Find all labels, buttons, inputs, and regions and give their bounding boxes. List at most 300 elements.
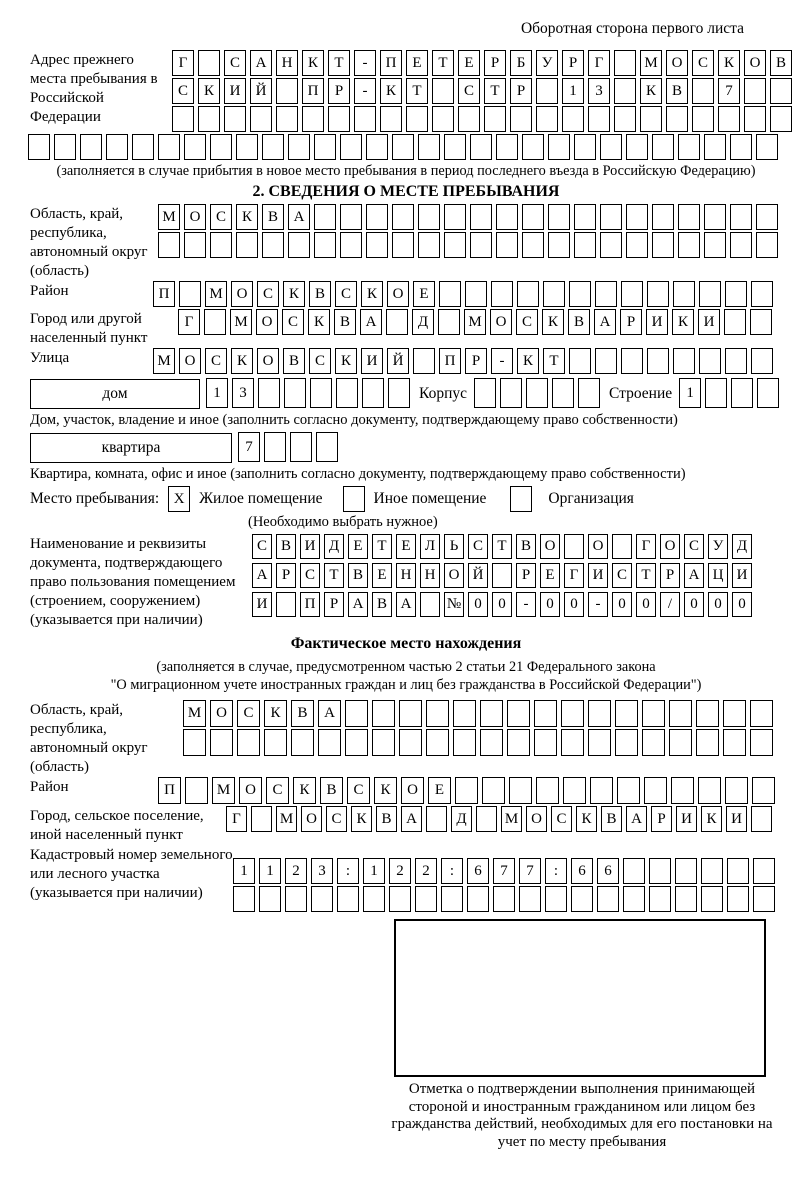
- checkbox-other-premises: [343, 486, 365, 512]
- char-box: [28, 134, 50, 160]
- char-box: [210, 232, 232, 258]
- stroenie-label: Строение: [609, 385, 673, 402]
- char-box: С: [692, 50, 714, 76]
- char-box: Й: [387, 348, 409, 374]
- char-box: А: [348, 592, 368, 617]
- char-box: [418, 134, 440, 160]
- char-box: И: [676, 806, 697, 832]
- stay-region-line-1: [158, 204, 778, 230]
- apartment-cells: [238, 432, 338, 462]
- char-box: [198, 50, 220, 76]
- char-box: Т: [543, 348, 565, 374]
- char-box: [725, 348, 747, 374]
- char-box: [725, 281, 747, 307]
- char-box: [106, 134, 128, 160]
- section-2-title: 2. СВЕДЕНИЯ О МЕСТЕ ПРЕБЫВАНИЯ: [252, 183, 560, 200]
- char-box: 0: [564, 592, 584, 617]
- char-box: Д: [412, 309, 434, 335]
- char-box: Е: [396, 534, 416, 559]
- char-box: [314, 232, 336, 258]
- char-box: Д: [451, 806, 472, 832]
- char-box: 1: [233, 858, 255, 884]
- char-box: [669, 729, 692, 756]
- char-box: А: [626, 806, 647, 832]
- char-box: [465, 281, 487, 307]
- char-box: [770, 106, 792, 132]
- char-box: [491, 281, 513, 307]
- char-box: [543, 281, 565, 307]
- char-box: [701, 858, 723, 884]
- char-box: П: [439, 348, 461, 374]
- char-box: [614, 50, 636, 76]
- char-box: [588, 700, 611, 727]
- char-box: [291, 729, 314, 756]
- char-box: 6: [597, 858, 619, 884]
- char-box: [251, 806, 272, 832]
- char-box: К: [198, 78, 220, 104]
- char-box: [183, 729, 206, 756]
- char-box: М: [183, 700, 206, 727]
- char-box: Ь: [444, 534, 464, 559]
- char-box: А: [396, 592, 416, 617]
- char-box: [699, 281, 721, 307]
- char-box: [652, 204, 674, 230]
- char-box: [574, 232, 596, 258]
- char-box: [751, 281, 773, 307]
- char-box: [288, 232, 310, 258]
- char-box: 1: [363, 858, 385, 884]
- char-box: М: [158, 204, 180, 230]
- char-box: [418, 204, 440, 230]
- stay-city-row: [30, 309, 782, 348]
- char-box: М: [205, 281, 227, 307]
- char-box: [392, 204, 414, 230]
- char-box: К: [231, 348, 253, 374]
- char-box: 0: [708, 592, 728, 617]
- char-box: Б: [510, 50, 532, 76]
- char-box: [264, 432, 286, 462]
- char-box: [675, 858, 697, 884]
- char-box: [669, 700, 692, 727]
- confirmation-mark-area: [382, 919, 782, 1151]
- char-box: Е: [413, 281, 435, 307]
- char-box: [179, 281, 201, 307]
- char-box: П: [380, 50, 402, 76]
- char-box: [692, 106, 714, 132]
- char-box: [562, 106, 584, 132]
- cadastre-line-2: [233, 886, 775, 912]
- document-line-1: [252, 534, 752, 559]
- char-box: [652, 134, 674, 160]
- char-box: [704, 232, 726, 258]
- char-box: [545, 886, 567, 912]
- char-box: [519, 886, 541, 912]
- char-box: К: [361, 281, 383, 307]
- char-box: /: [660, 592, 680, 617]
- char-box: [340, 232, 362, 258]
- char-box: [730, 204, 752, 230]
- char-box: [276, 106, 298, 132]
- char-box: [345, 700, 368, 727]
- cadastre-row: [30, 845, 782, 914]
- char-box: [328, 106, 350, 132]
- char-box: И: [726, 806, 747, 832]
- prev-address-block: [30, 50, 786, 134]
- char-box: [184, 134, 206, 160]
- char-box: [509, 777, 532, 804]
- char-box: [262, 232, 284, 258]
- char-box: 3: [311, 858, 333, 884]
- char-box: К: [576, 806, 597, 832]
- char-box: О: [239, 777, 262, 804]
- char-box: 0: [684, 592, 704, 617]
- prev-address-row-3: [172, 106, 782, 132]
- char-box: [236, 134, 258, 160]
- char-box: [614, 78, 636, 104]
- char-box: 7: [493, 858, 515, 884]
- char-box: [727, 858, 749, 884]
- char-box: [204, 309, 226, 335]
- prev-address-label: Адрес прежнего места пребывания в Российской Федерации: [30, 52, 158, 125]
- char-box: В: [666, 78, 688, 104]
- checkbox-residential: X: [168, 486, 190, 512]
- char-box: [132, 134, 154, 160]
- char-box: К: [293, 777, 316, 804]
- char-box: [588, 106, 610, 132]
- stay-city-label: Город или другой населенный пункт: [30, 311, 148, 346]
- char-box: [626, 204, 648, 230]
- char-box: И: [698, 309, 720, 335]
- char-box: [372, 700, 395, 727]
- char-box: Н: [420, 563, 440, 588]
- char-box: С: [266, 777, 289, 804]
- char-box: [756, 204, 778, 230]
- char-box: 1: [562, 78, 584, 104]
- char-box: К: [335, 348, 357, 374]
- char-box: [727, 886, 749, 912]
- char-box: [536, 106, 558, 132]
- char-box: В: [601, 806, 622, 832]
- prev-address-row-4: [28, 134, 782, 160]
- char-box: О: [588, 534, 608, 559]
- char-box: [731, 378, 753, 408]
- char-box: [751, 806, 772, 832]
- char-box: С: [300, 563, 320, 588]
- char-box: -: [354, 78, 376, 104]
- char-box: [725, 777, 748, 804]
- place-type-label: Место пребывания:: [30, 490, 160, 507]
- stay-region-line-2: [158, 232, 778, 258]
- char-box: [744, 106, 766, 132]
- char-box: [444, 134, 466, 160]
- char-box: В: [262, 204, 284, 230]
- char-box: -: [588, 592, 608, 617]
- char-box: С: [551, 806, 572, 832]
- char-box: О: [231, 281, 253, 307]
- char-box: [675, 886, 697, 912]
- char-box: И: [300, 534, 320, 559]
- char-box: 2: [389, 858, 411, 884]
- char-box: [399, 700, 422, 727]
- char-box: М: [640, 50, 662, 76]
- char-box: С: [458, 78, 480, 104]
- char-box: В: [291, 700, 314, 727]
- char-box: Л: [420, 534, 440, 559]
- char-box: [753, 886, 775, 912]
- char-box: [314, 204, 336, 230]
- char-box: [615, 729, 638, 756]
- char-box: [345, 729, 368, 756]
- char-box: [158, 134, 180, 160]
- char-box: [569, 348, 591, 374]
- char-box: О: [526, 806, 547, 832]
- char-box: С: [347, 777, 370, 804]
- char-box: [493, 886, 515, 912]
- char-box: [340, 134, 362, 160]
- char-box: [470, 204, 492, 230]
- char-box: [482, 777, 505, 804]
- char-box: Г: [226, 806, 247, 832]
- char-box: Е: [372, 563, 392, 588]
- char-box: Р: [510, 78, 532, 104]
- char-box: П: [300, 592, 320, 617]
- char-box: Т: [492, 534, 512, 559]
- document-block: [30, 534, 782, 630]
- char-box: [80, 134, 102, 160]
- char-box: [756, 232, 778, 258]
- house-field-box: дом: [30, 379, 200, 409]
- char-box: С: [210, 204, 232, 230]
- char-box: Р: [276, 563, 296, 588]
- char-box: 0: [468, 592, 488, 617]
- char-box: М: [153, 348, 175, 374]
- char-box: [474, 378, 496, 408]
- actual-location-note-1: (заполняется в случае, предусмотренном частью 2 статьи 21 Федерального закона: [156, 659, 656, 675]
- char-box: [588, 729, 611, 756]
- char-box: К: [542, 309, 564, 335]
- char-box: [723, 700, 746, 727]
- char-box: [705, 378, 727, 408]
- char-box: Е: [458, 50, 480, 76]
- char-box: [386, 309, 408, 335]
- char-box: [507, 700, 530, 727]
- char-box: [302, 106, 324, 132]
- char-box: А: [684, 563, 704, 588]
- char-box: [574, 134, 596, 160]
- stay-street-row: [30, 348, 782, 376]
- korpus-cells: [474, 378, 600, 408]
- char-box: [673, 348, 695, 374]
- char-box: Й: [468, 563, 488, 588]
- char-box: О: [387, 281, 409, 307]
- char-box: [336, 378, 358, 408]
- char-box: [284, 378, 306, 408]
- char-box: [649, 886, 671, 912]
- char-box: [614, 106, 636, 132]
- char-box: -: [491, 348, 513, 374]
- char-box: И: [224, 78, 246, 104]
- char-box: У: [708, 534, 728, 559]
- char-box: С: [237, 700, 260, 727]
- char-box: Т: [432, 50, 454, 76]
- char-box: [172, 106, 194, 132]
- char-box: [290, 432, 312, 462]
- char-box: [640, 106, 662, 132]
- char-box: [563, 777, 586, 804]
- char-box: С: [468, 534, 488, 559]
- char-box: [438, 309, 460, 335]
- char-box: [718, 106, 740, 132]
- char-box: Г: [178, 309, 200, 335]
- char-box: [507, 729, 530, 756]
- actual-location-title: Фактическое место нахождения: [290, 635, 522, 652]
- char-box: Д: [324, 534, 344, 559]
- char-box: [480, 700, 503, 727]
- char-box: [455, 777, 478, 804]
- char-box: [597, 886, 619, 912]
- char-box: [526, 378, 548, 408]
- char-box: И: [588, 563, 608, 588]
- char-box: Т: [484, 78, 506, 104]
- char-box: №: [444, 592, 464, 617]
- char-box: О: [660, 534, 680, 559]
- char-box: [561, 700, 584, 727]
- char-box: Т: [372, 534, 392, 559]
- char-box: У: [536, 50, 558, 76]
- char-box: [692, 78, 714, 104]
- char-box: [264, 729, 287, 756]
- stay-district-row: [30, 281, 782, 309]
- char-box: С: [257, 281, 279, 307]
- char-box: С: [335, 281, 357, 307]
- char-box: [757, 378, 779, 408]
- char-box: О: [744, 50, 766, 76]
- char-box: С: [326, 806, 347, 832]
- char-box: [623, 858, 645, 884]
- char-box: О: [540, 534, 560, 559]
- char-box: [276, 78, 298, 104]
- char-box: 0: [492, 592, 512, 617]
- char-box: [392, 134, 414, 160]
- char-box: [262, 134, 284, 160]
- char-box: Р: [660, 563, 680, 588]
- page-side-note: Оборотная сторона первого листа: [520, 20, 744, 37]
- char-box: [723, 729, 746, 756]
- char-box: О: [301, 806, 322, 832]
- char-box: К: [302, 50, 324, 76]
- char-box: К: [351, 806, 372, 832]
- char-box: 7: [238, 432, 260, 462]
- char-box: [392, 232, 414, 258]
- char-box: Р: [562, 50, 584, 76]
- char-box: [770, 78, 792, 104]
- char-box: [612, 534, 632, 559]
- char-box: [574, 204, 596, 230]
- char-box: [571, 886, 593, 912]
- char-box: [642, 729, 665, 756]
- char-box: О: [666, 50, 688, 76]
- choose-note: (Необходимо выбрать нужное): [248, 514, 438, 530]
- place-type-row: [30, 486, 782, 512]
- char-box: 1: [206, 378, 228, 408]
- char-box: 0: [540, 592, 560, 617]
- stay-region-row: [30, 204, 782, 281]
- char-box: 3: [232, 378, 254, 408]
- char-box: [595, 348, 617, 374]
- char-box: 2: [285, 858, 307, 884]
- char-box: К: [701, 806, 722, 832]
- char-box: [380, 106, 402, 132]
- char-box: [569, 281, 591, 307]
- char-box: [453, 729, 476, 756]
- stroenie-cells: [679, 378, 779, 408]
- char-box: К: [264, 700, 287, 727]
- char-box: [561, 729, 584, 756]
- prev-address-row-2: [172, 78, 782, 104]
- char-box: С: [172, 78, 194, 104]
- char-box: [536, 78, 558, 104]
- char-box: В: [283, 348, 305, 374]
- char-box: [484, 106, 506, 132]
- char-box: Г: [172, 50, 194, 76]
- char-box: О: [257, 348, 279, 374]
- char-box: [276, 592, 296, 617]
- char-box: Т: [636, 563, 656, 588]
- char-box: [480, 729, 503, 756]
- char-box: [236, 232, 258, 258]
- korpus-label: Корпус: [419, 385, 467, 402]
- char-box: И: [646, 309, 668, 335]
- char-box: С: [309, 348, 331, 374]
- char-box: М: [212, 777, 235, 804]
- char-box: К: [517, 348, 539, 374]
- char-box: [426, 806, 447, 832]
- char-box: [724, 309, 746, 335]
- prev-address-note: (заполняется в случае прибытия в новое место пребывания в период последнего въезда в Российскую Федерацию): [56, 163, 756, 179]
- actual-region-line-1: [183, 700, 773, 727]
- char-box: [388, 378, 410, 408]
- char-box: С: [224, 50, 246, 76]
- char-box: [210, 729, 233, 756]
- char-box: [337, 886, 359, 912]
- char-box: В: [309, 281, 331, 307]
- char-box: [753, 858, 775, 884]
- char-box: [340, 204, 362, 230]
- char-box: К: [308, 309, 330, 335]
- char-box: Г: [636, 534, 656, 559]
- char-box: О: [401, 777, 424, 804]
- char-box: К: [718, 50, 740, 76]
- char-box: [615, 700, 638, 727]
- char-box: [354, 106, 376, 132]
- char-box: [600, 204, 622, 230]
- char-box: [522, 134, 544, 160]
- char-box: :: [545, 858, 567, 884]
- char-box: [366, 232, 388, 258]
- char-box: Р: [620, 309, 642, 335]
- char-box: [534, 700, 557, 727]
- char-box: С: [252, 534, 272, 559]
- char-box: К: [283, 281, 305, 307]
- prev-address-grid: [172, 50, 786, 134]
- char-box: С: [516, 309, 538, 335]
- char-box: В: [320, 777, 343, 804]
- char-box: [258, 378, 280, 408]
- char-box: [444, 232, 466, 258]
- char-box: [678, 134, 700, 160]
- char-box: [453, 700, 476, 727]
- char-box: [426, 729, 449, 756]
